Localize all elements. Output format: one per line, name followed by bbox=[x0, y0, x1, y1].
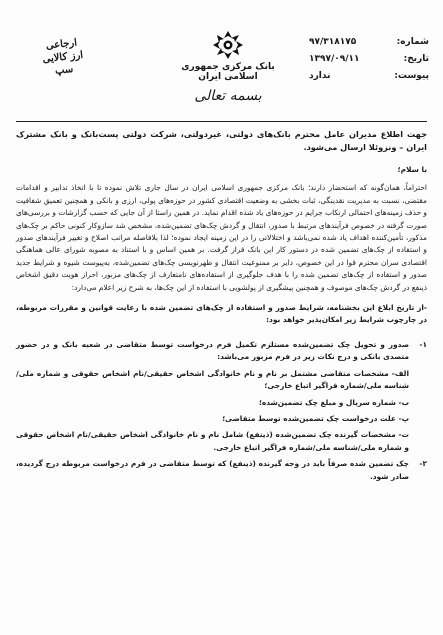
bank-name: بانک مرکزی جمهوری اسلامی ایران bbox=[181, 62, 275, 82]
bank-logo-block bbox=[168, 30, 288, 110]
item-number: ۱- bbox=[419, 339, 427, 349]
letter-meta bbox=[309, 34, 429, 85]
meta-date-label: تاریخ: bbox=[403, 54, 429, 64]
sub-item: ب- شماره سریال و مبلغ چک تضمین‌شده؛ bbox=[258, 397, 409, 407]
item-text: چک تضمین شده صرفاً باید در وجه گیرنده (ذینفع) که توسط متقاضی در فرم درخواست مربوطه درج گردیده، صادر شود. bbox=[16, 459, 409, 481]
item-text: صدور و تحویل چک تضمین‌شده مستلزم تکمیل فرم درخواست توسط متقاضی در شعبه بانک و در حضور متصدی بانکی و درج نکات زیر در فرم مزبور می‌باشد: bbox=[16, 339, 409, 362]
letter-title: جهت اطلاع مدیران عامل محترم بانک‌های دولتی، غیردولتی، شرکت دولتی پست‌بانک و بانک مشترک ایران – ونزوئلا ارسال می‌شود. bbox=[16, 129, 427, 152]
central-bank-emblem-icon bbox=[211, 30, 245, 60]
meta-date-value: ۱۳۹۷/۰۹/۱۱ bbox=[309, 54, 360, 64]
meta-attachment-value: ندارد bbox=[309, 71, 331, 81]
handwritten-stamp bbox=[32, 35, 94, 83]
letter-header bbox=[0, 0, 443, 120]
stamp-line-1: ارجاعی bbox=[45, 37, 78, 52]
meta-attachment-label: پیوست: bbox=[394, 71, 429, 81]
main-paragraph: احتراماً، همان‌گونه که استحضار دارند؛ بانک مرکزی جمهوری اسلامی ایران در سال جاری تلاش نموده تا با اتخاذ تدابیر و اقدامات مقتضی، نسبت به مدیریت نقدینگی، ثبات بخشی به وضعیت اقتصادی کشور در حوزه‌های پولی، ارزی و بانکی و همچنین تعمیق شفافیت و حذف زمینه‌های احتمالی ارتکاب جرایم در حوزه‌های یاد شده اقدام نماید. در همین راستا از آن جایی که حسب گزارشات و بررسی‌های صورت گرفته در خصوص فرآیندهای مرتبط با صدور، انتقال و گردش چک‌های تضمین‌شده، مشخص شد سازوکار کنونی حاکم بر چک‌های مذکور، تأمین‌کننده اهداف یاد شده نمی‌باشد و اختلالاتی را در این زمینه ایجاد نموده؛ لذا بلافاصله مراتب اصلاح و تغییر فرآیندهای صدور و استفاده از چک‌های تضمین شده در دستور کار این بانک قرار گرفت. بر همین اساس و با استناد به مصوبه شورای عالی هماهنگی اقتصادی سران محترم قوا در این خصوص، دایر بر ممنوعیت انتقال و ظهرنویسی چک‌های تضمین‌شده، به‌پیوست شیوه و شرایط جدید صدور و استفاده از چک‌های تضمین شده را با هدف جلوگیری از استفاده‌های نامتعارف از چک‌های مزبور، احراز هویت دقیق اشخاص ذینفع در گردش چک‌های موصوف و همچنین پیشگیری از پولشویی با استفاده از این چک‌ها، به شرح زیر اعلام می‌دارد: bbox=[16, 183, 427, 292]
stamp-line-2: ارز کالایی bbox=[42, 49, 84, 66]
salutation: با سلام؛ bbox=[397, 165, 427, 174]
meta-date-row bbox=[309, 51, 429, 68]
stamp-line-3: سپ bbox=[54, 64, 74, 77]
list-item bbox=[16, 458, 427, 483]
conditions-intro: -از تاریخ ابلاغ این بخشنامه، شرایط صدور و استفاده از چک‌های تضمین شده با رعایت قوانین و مقررات مربوطه، در چارچوب شرایط زیر امکان‌پذیر خواهد بود: bbox=[16, 303, 427, 325]
bismillah-calligraphy: بسمه تعالی bbox=[194, 88, 262, 104]
meta-attachment-row bbox=[309, 68, 429, 85]
list-item bbox=[16, 339, 427, 364]
item-number: ۲- bbox=[419, 459, 427, 469]
sub-item: الف- مشخصات متقاضی مشتمل بر نام و نام خانوادگی اشخاص حقیقی/نام اشخاص حقوقی و شماره ملی/شناسه ملی/شماره فراگیر اتباع خارجی؛ bbox=[16, 368, 409, 391]
letter-body bbox=[16, 128, 427, 487]
sub-item: پ- علت درخواست چک تضمین‌شده توسط متقاضی؛ bbox=[222, 413, 409, 423]
header-divider bbox=[16, 121, 427, 122]
meta-number-label: شماره: bbox=[396, 37, 429, 47]
meta-number-row bbox=[309, 34, 429, 51]
meta-number-value: ۹۷/۳۱۸۱۷۵ bbox=[309, 37, 357, 47]
sub-item: ت- مشخصات گیرنده چک تضمین‌شده (ذینفع) شامل نام و نام خانوادگی اشخاص حقیقی/نام اشخاص حقوقی و شماره ملی/شناسه ملی/شماره فراگیر اتباع خارجی. bbox=[16, 430, 409, 452]
